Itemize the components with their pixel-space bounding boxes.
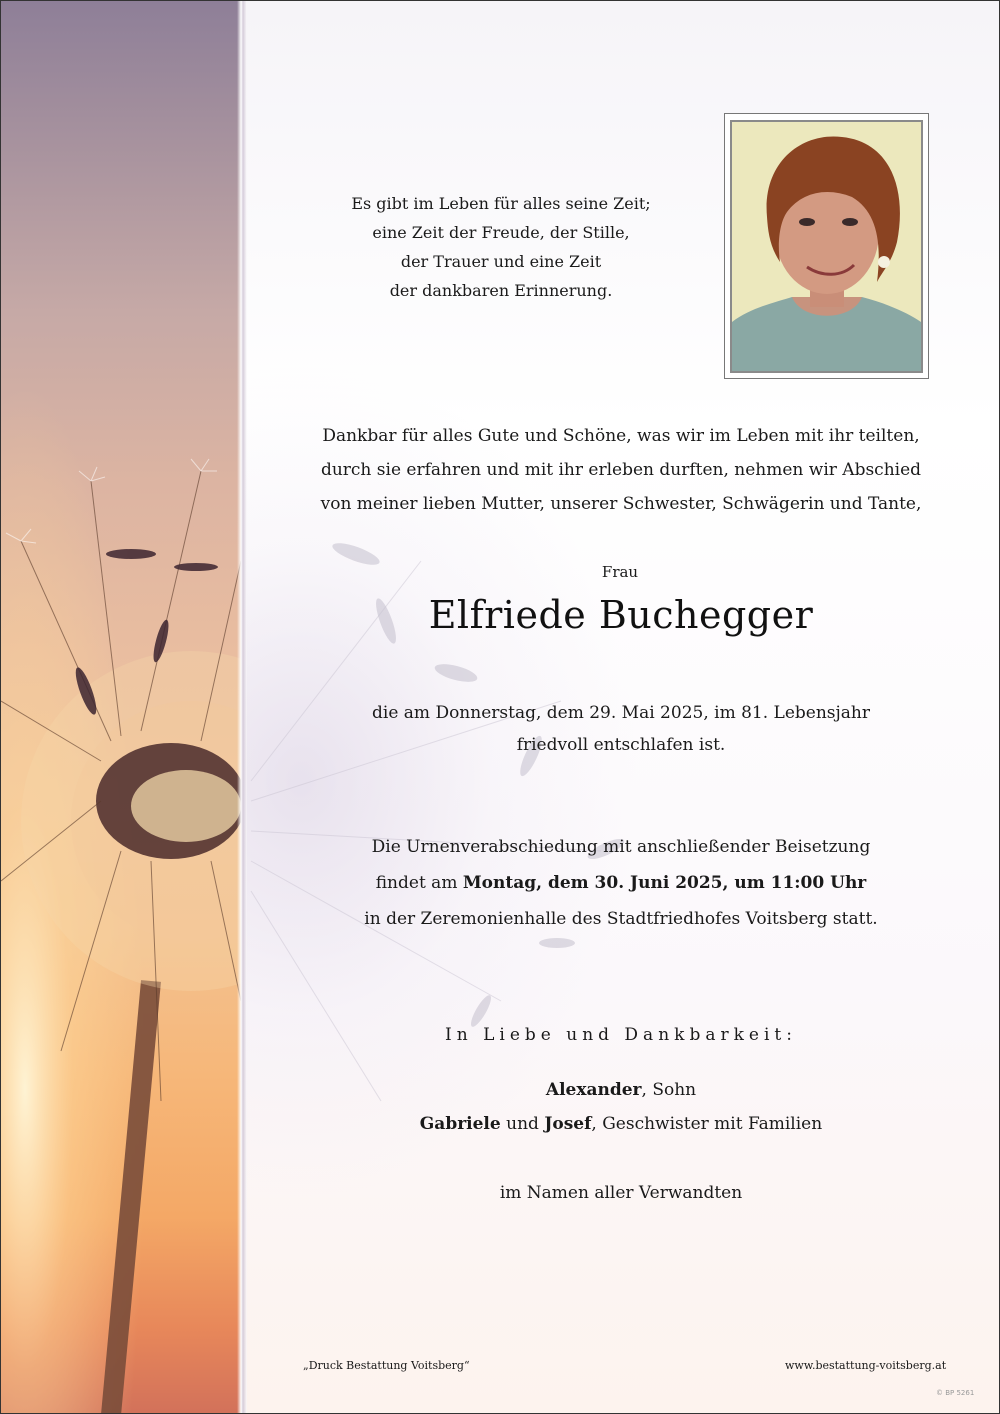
mourner-and: und (500, 1114, 545, 1134)
mourner-line (321, 1073, 921, 1107)
death-line: die am Donnerstag, dem 29. Mai 2025, im 81. Lebensjahr (372, 703, 870, 723)
ceremony-line: Die Urnenverabschiedung mit anschließender Beisetzung (371, 837, 871, 857)
ceremony-prefix: findet am (375, 873, 463, 893)
intro-line: von meiner lieben Mutter, unserer Schwester, Schwägerin und Tante, (320, 494, 922, 514)
mourner-name: Gabriele (419, 1114, 501, 1134)
printer-credit: „Druck Bestattung Voitsberg“ (303, 1359, 470, 1372)
mourner-name: Josef (544, 1114, 592, 1134)
website-link[interactable]: www.bestattung-voitsberg.at (785, 1359, 947, 1372)
death-line: friedvoll entschlafen ist. (516, 735, 726, 755)
mourner-line (321, 1107, 921, 1141)
mourners-list (321, 1073, 921, 1141)
opening-quote (331, 189, 671, 305)
thanks-heading: In Liebe und Dankbarkeit: (445, 1025, 797, 1045)
quote-line: eine Zeit der Freude, der Stille, (372, 223, 630, 242)
band-divider (237, 1, 247, 1414)
ceremony-date: Montag, dem 30. Juni 2025, um 11:00 Uhr (462, 873, 867, 893)
ceremony-line (301, 865, 941, 901)
intro-text (271, 419, 971, 521)
portrait-photo (730, 120, 923, 373)
ceremony-line: in der Zeremonienhalle des Stadtfriedhofes Voitsberg statt. (364, 909, 878, 929)
print-code: © BP 5261 (936, 1389, 975, 1397)
mourner-relation: , Geschwister mit Familien (591, 1114, 823, 1134)
death-notice (301, 697, 941, 761)
mourner-name: Alexander (545, 1080, 642, 1100)
quote-line: Es gibt im Leben für alles seine Zeit; (351, 194, 651, 213)
relatives-line: im Namen aller Verwandten (499, 1183, 743, 1203)
quote-line: der Trauer und eine Zeit (400, 252, 602, 271)
mourner-relation: , Sohn (641, 1080, 697, 1100)
portrait-frame (724, 113, 929, 379)
quote-line: der dankbaren Erinnerung. (389, 281, 613, 300)
deceased-name: Elfriede Buchegger (428, 593, 814, 637)
salutation: Frau (601, 563, 639, 581)
ceremony-notice (301, 829, 941, 937)
intro-line: durch sie erfahren und mit ihr erleben durften, nehmen wir Abschied (320, 460, 922, 480)
intro-line: Dankbar für alles Gute und Schöne, was wir im Leben mit ihr teilten, (322, 426, 920, 446)
portrait-icon (732, 122, 921, 371)
